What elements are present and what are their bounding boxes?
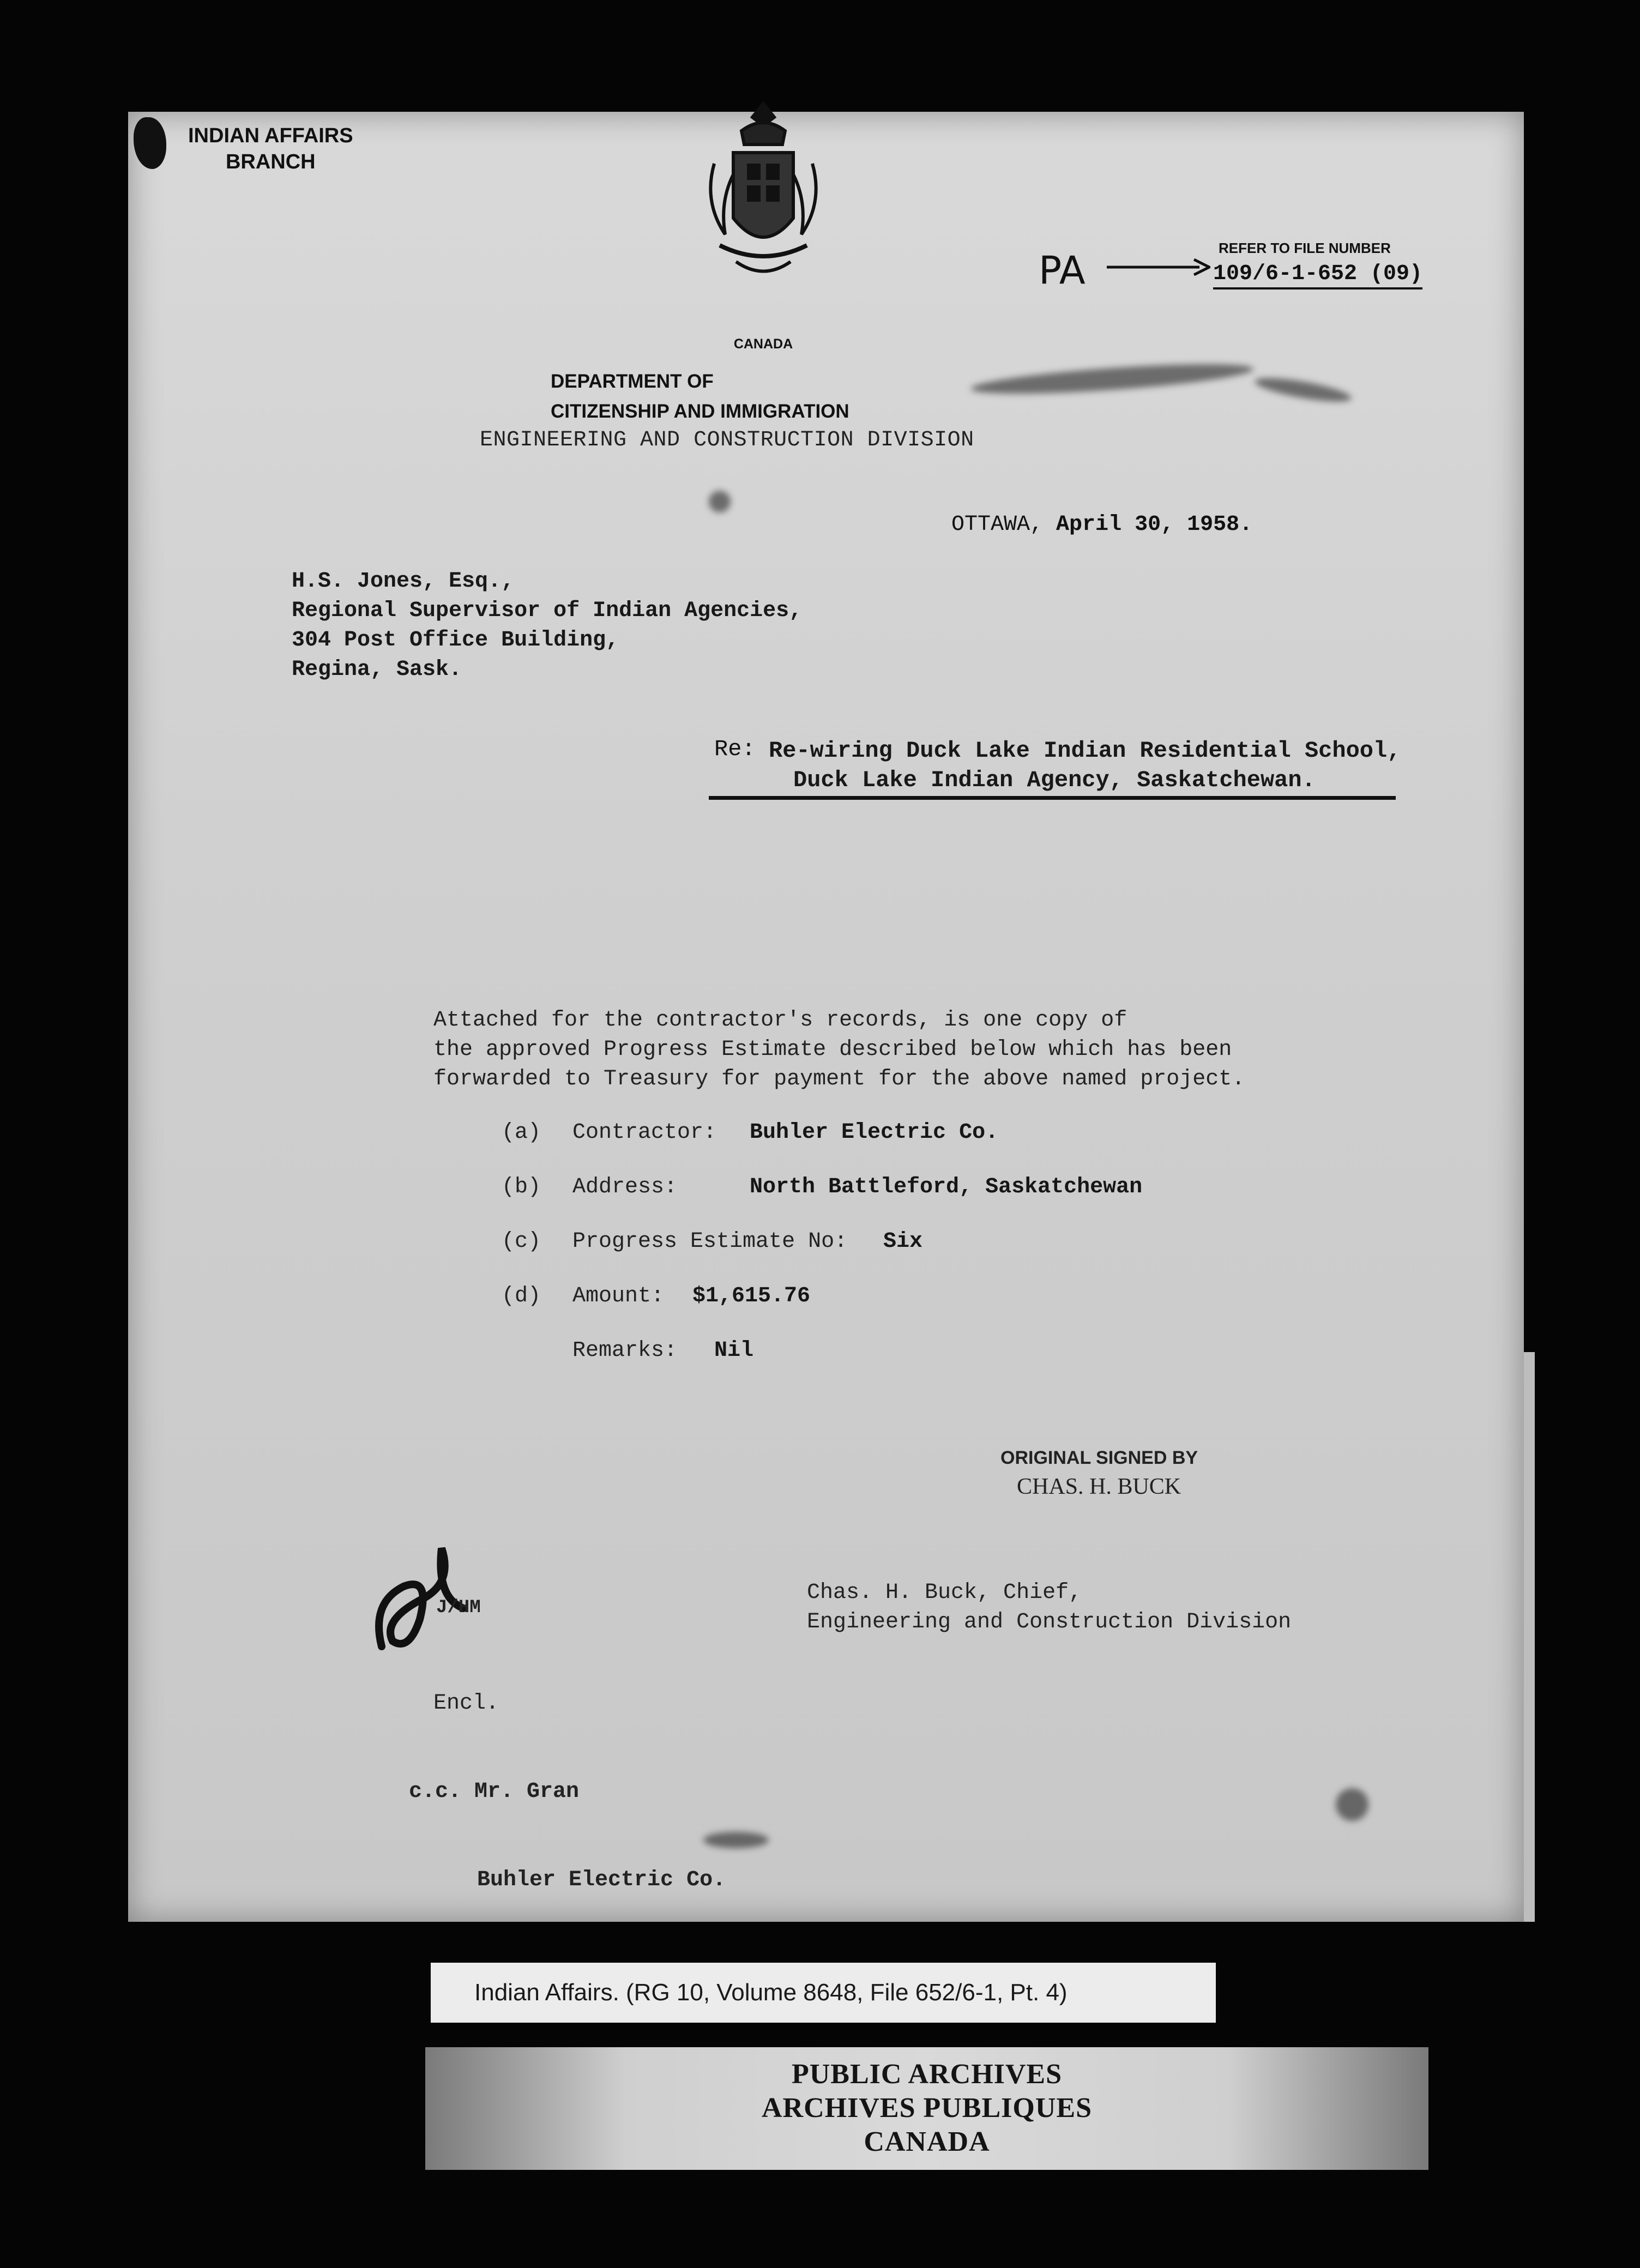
ink-smudge (1336, 1788, 1368, 1821)
detail-letter: (b) (502, 1175, 541, 1199)
detail-value: Buhler Electric Co. (750, 1120, 999, 1145)
original-signed-stamp: ORIGINAL SIGNED BY (1000, 1447, 1198, 1468)
canada-crest-icon (682, 93, 845, 305)
typist-initials: J/HM (436, 1597, 481, 1618)
archives-label (425, 2047, 1428, 2170)
recipient-line: H.S. Jones, Esq., (292, 569, 515, 594)
recipient-line: Regina, Sask. (292, 658, 462, 682)
letter-body: Attached for the contractor's records, is one copy of the approved Progress Estimate described below which has been forwarded to Treasury for payment for the above named project. (433, 1008, 1245, 1091)
detail-value: North Battleford, Saskatchewan (750, 1175, 1143, 1199)
file-number: 109/6-1-652 (09) (1213, 262, 1422, 289)
cc-company: Buhler Electric Co. (477, 1868, 726, 1892)
archive-reference: Indian Affairs. (RG 10, Volume 8648, File 652/6-1, Pt. 4) (474, 1979, 1068, 2006)
refer-to-file-label: REFER TO FILE NUMBER (1219, 240, 1391, 256)
handwritten-note: PA (1039, 248, 1086, 293)
detail-letter: (d) (502, 1284, 541, 1308)
division-heading: ENGINEERING AND CONSTRUCTION DIVISION (480, 428, 974, 453)
branch-line-2: BRANCH (225, 150, 316, 173)
date-line (951, 512, 1252, 537)
detail-letter: (c) (502, 1229, 541, 1254)
branch-line-1: INDIAN AFFAIRS (188, 124, 353, 147)
archives-line-2: ARCHIVES PUBLIQUES (761, 2092, 1093, 2124)
subject-text (769, 736, 1401, 795)
detail-label: Amount: (572, 1284, 665, 1308)
subject-line: Duck Lake Indian Agency, Saskatchewan. (793, 767, 1316, 793)
recipient-line: Regional Supervisor of Indian Agencies, (292, 599, 803, 623)
detail-label: Address: (572, 1175, 678, 1199)
enclosure-block (409, 1630, 726, 1925)
department-line-2: CITIZENSHIP AND IMMIGRATION (551, 401, 849, 422)
detail-letter: (a) (502, 1120, 541, 1145)
detail-label: Remarks: (572, 1338, 678, 1363)
detail-value: Six (883, 1229, 923, 1254)
ink-smudge (709, 491, 731, 512)
archives-line-1: PUBLIC ARCHIVES (791, 2059, 1063, 2090)
subject-label: Re: (714, 736, 756, 762)
arrow-right-icon (1107, 256, 1210, 278)
signature-block: Chas. H. Buck, Chief, Engineering and Construction Division (807, 1581, 1292, 1634)
subject-underline (709, 796, 1396, 800)
archives-line-3: CANADA (864, 2126, 990, 2157)
department-line-1: DEPARTMENT OF (551, 371, 714, 392)
cc-line: c.c. Mr. Gran (409, 1780, 580, 1804)
archive-reference-strip (431, 1963, 1216, 2023)
enclosure-label: Encl. (433, 1691, 499, 1716)
letter-date: April 30, 1958. (1056, 512, 1253, 537)
recipient-address (292, 567, 802, 685)
detail-value: $1,615.76 (692, 1284, 811, 1308)
detail-label: Progress Estimate No: (572, 1229, 848, 1254)
recipient-line: 304 Post Office Building, (292, 628, 619, 653)
city: OTTAWA, (951, 512, 1044, 537)
branch-heading (188, 123, 353, 175)
crest-caption: CANADA (733, 336, 793, 352)
detail-value: Nil (714, 1338, 754, 1363)
page-edge (1524, 1352, 1535, 1922)
original-signer-name: CHAS. H. BUCK (1017, 1474, 1181, 1499)
detail-label: Contractor: (572, 1120, 717, 1145)
subject-line: Re-wiring Duck Lake Indian Residential School, (769, 738, 1401, 764)
